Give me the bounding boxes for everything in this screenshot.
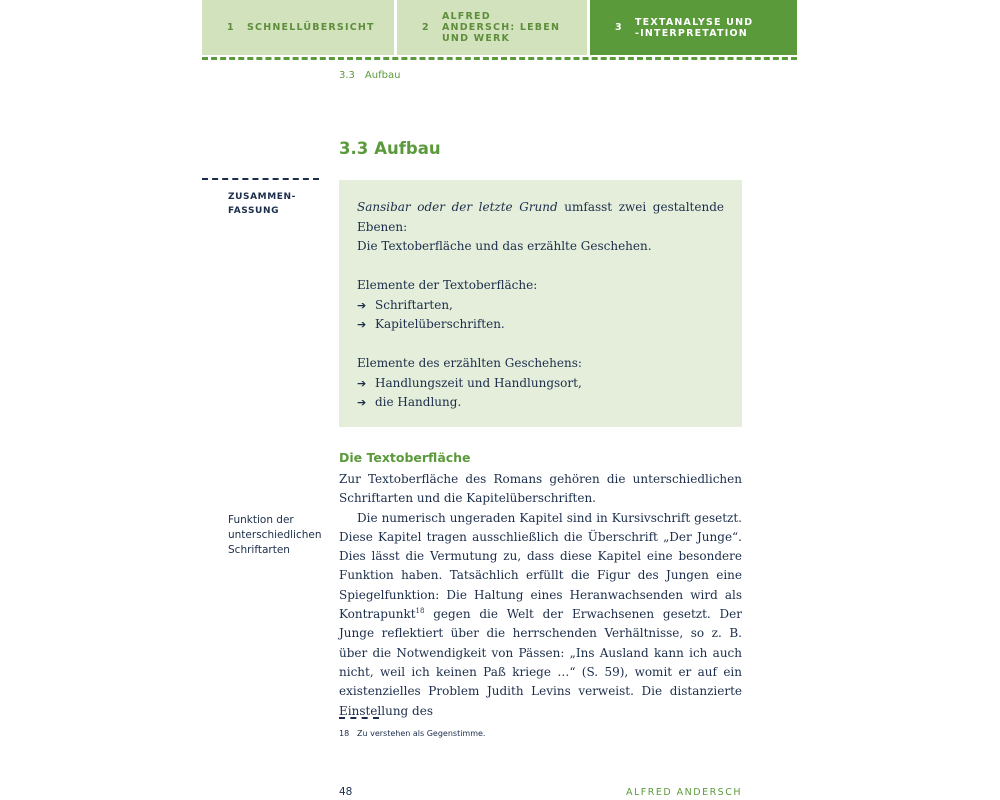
arrow-right-icon: ➔: [357, 396, 367, 409]
footnote-reference[interactable]: 18: [415, 607, 425, 616]
page-number: 48: [339, 786, 353, 798]
summary-group2-item: [357, 393, 724, 413]
tab-schnelluebersicht[interactable]: [202, 0, 394, 55]
tab-label: SCHNELLÜBERSICHT: [247, 22, 375, 33]
footnote-number: 18: [339, 729, 350, 738]
summary-margin-label-text: ZUSAMMEN- FASSUNG: [228, 192, 297, 216]
summary-item-text: Handlungszeit und Handlungsort,: [375, 375, 582, 390]
summary-margin-label: [228, 190, 296, 218]
footnote: [339, 729, 485, 738]
summary-intro: [357, 198, 724, 237]
summary-item-text: Schriftarten,: [375, 297, 453, 312]
page-title-text: Aufbau: [374, 139, 441, 158]
tab-label: ALFRED ANDERSCH: LEBEN UND WERK: [442, 11, 561, 44]
arrow-right-icon: ➔: [357, 318, 367, 331]
tab-number: 2: [422, 22, 430, 33]
summary-intro-line2: Die Textoberfläche und das erzählte Geschehen.: [357, 239, 652, 253]
arrow-right-icon: ➔: [357, 298, 367, 312]
tab-number: 3: [615, 22, 623, 33]
running-head: [339, 70, 400, 81]
paragraph-text: gegen die Welt der Erwachsenen gesetzt. Der Junge reflektiert über die herrschenden Verhältnisse, so z. B. über die Notwendigkeit von Pässen: „Ins Ausland kann ich auch nicht, weil ich keinen Paß kriege …“ (S. 59), womit er auf ein existenzielles Problem Judith Levins verweist. Die distanzierte Einstellung des: [339, 607, 742, 718]
tab-textanalyse[interactable]: [590, 0, 797, 55]
summary-item-text: Kapitelüberschriften.: [375, 317, 505, 331]
margin-note-text: Funktion der unterschiedlichen Schriftarten: [228, 514, 322, 556]
summary-intro-rest: umfasst zwei gestaltende Ebenen:: [357, 200, 724, 234]
margin-note: [228, 513, 322, 558]
tab-number: 1: [227, 22, 235, 33]
running-head-title: Aufbau: [364, 70, 401, 81]
page-title: [339, 139, 441, 158]
paragraph: Zur Textoberfläche des Romans gehören die unterschiedlichen Schriftarten und die Kapitelüberschriften.: [339, 472, 742, 506]
page-title-number: 3.3: [339, 139, 369, 158]
summary-group1-heading: Elemente der Textoberfläche:: [357, 278, 538, 292]
footnote-text: Zu verstehen als Gegenstimme.: [357, 729, 486, 738]
summary-group1-item: [357, 315, 724, 335]
arrow-right-icon: ➔: [357, 376, 367, 390]
body-text: [339, 470, 742, 718]
tab-label: TEXTANALYSE UND -INTERPRETATION: [635, 16, 754, 39]
book-title: Sansibar oder der letzte Grund: [357, 200, 558, 214]
summary-group2-heading: Elemente des erzählten Geschehens:: [357, 356, 582, 370]
paragraph-text: Die numerisch ungeraden Kapitel sind in Kursivschrift gesetzt. Diese Kapitel tragen ausschließlich die Überschrift „Der Junge“. Dies lässt die Vermutung zu, dass diese Kapitel eine besondere Funktion haben. Tatsächlich erfüllt die Figur des Jungen eine Spiegelfunktion: Die Haltung eines Heranwachsenden wird als Kontrapunkt: [339, 510, 742, 622]
paragraph: [339, 509, 742, 721]
header-divider: [202, 57, 797, 60]
running-head-number: 3.3: [339, 70, 355, 81]
tab-leben-und-werk[interactable]: [397, 0, 587, 55]
summary-group2-item: [357, 374, 724, 394]
summary-box: [339, 180, 742, 427]
footer-author: ALFRED ANDERSCH: [625, 787, 742, 798]
margin-divider: [202, 178, 319, 180]
summary-item-text: die Handlung.: [375, 395, 462, 409]
summary-group1-item: [357, 296, 724, 316]
footnote-divider: [339, 717, 379, 719]
section-heading: Die Textoberfläche: [339, 450, 471, 465]
